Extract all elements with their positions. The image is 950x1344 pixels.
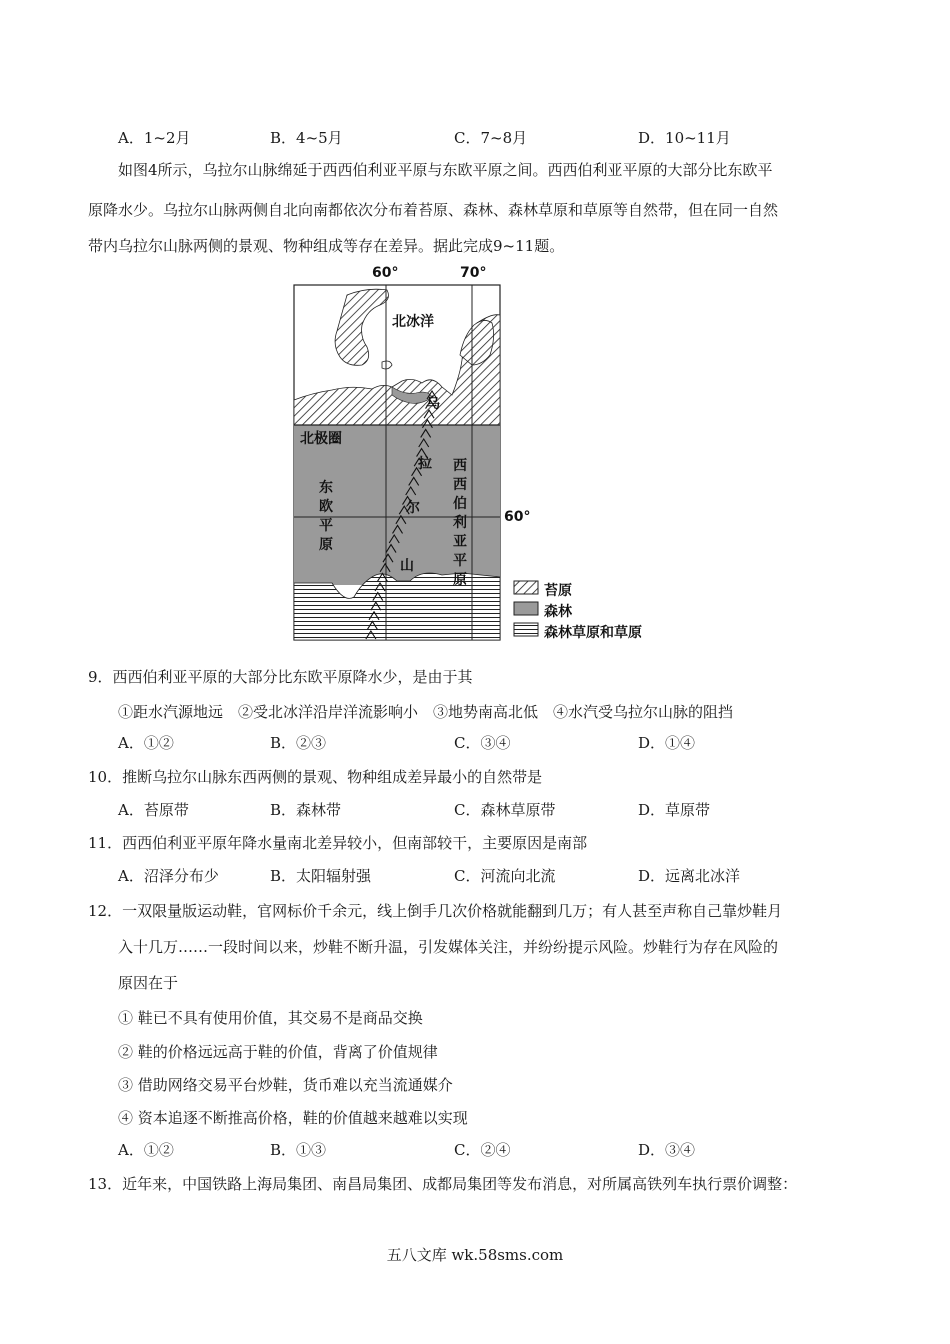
legend-forest-swatch	[514, 602, 538, 615]
east-europe-label: 东欧平原	[319, 480, 333, 553]
legend-forest-label: 森林	[544, 604, 572, 620]
arctic-ocean-label: 北冰洋	[392, 314, 434, 330]
ural-map-figure	[292, 265, 712, 645]
page-footer: 五八文库 wk.58sms.com	[386, 1246, 564, 1264]
lon-label-60: 60°	[372, 265, 399, 281]
q12-option-c: C．②④	[454, 1141, 511, 1159]
lat-label-60: 60°	[504, 509, 531, 525]
q13-line-1: 13．近年来，中国铁路上海局集团、南昌局集团、成都局集团等发布消息，对所属高铁列车执行票价调整：	[88, 1175, 798, 1193]
q11-option-b: B．太阳辐射强	[270, 867, 372, 885]
q9-option-a: A．①②	[118, 734, 174, 752]
q8-option-b: B．4~5月	[270, 129, 343, 147]
q12-line-1: 12．一双限量版运动鞋，官网标价千余元，线上倒手几次价格就能翻到几万；有人甚至声称自己靠炒鞋月	[88, 902, 783, 920]
q12-line-3: 原因在于	[118, 974, 179, 992]
ural-char-2: 拉	[418, 456, 432, 472]
intro-line-3: 带内乌拉尔山脉两侧的景观、物种组成等存在差异。据此完成9~11题。	[88, 237, 565, 255]
q12-item-4: ④ 资本追逐不断推高价格，鞋的价值越来越难以实现	[118, 1109, 468, 1127]
q9-option-b: B．②③	[270, 734, 327, 752]
q9-option-d: D．①④	[638, 734, 696, 752]
arctic-circle-label: 北极圈	[300, 431, 342, 447]
ural-char-1: 乌	[426, 396, 440, 412]
q9-stem: 9．西西伯利亚平原的大部分比东欧平原降水少，是由于其	[88, 668, 473, 686]
q12-item-3: ③ 借助网络交易平台炒鞋，货币难以充当流通媒介	[118, 1076, 453, 1094]
steppe-zone	[294, 573, 500, 640]
q11-option-c: C．河流向北流	[454, 867, 556, 885]
legend-tundra-swatch	[514, 581, 538, 594]
legend-steppe-label: 森林草原和草原	[544, 625, 642, 641]
q12-option-a: A．①②	[118, 1141, 174, 1159]
q12-option-d: D．③④	[638, 1141, 696, 1159]
q9-items: ①距水汽源地远 ②受北冰洋沿岸洋流影响小 ③地势南高北低 ④水汽受乌拉尔山脉的阻挡	[118, 703, 734, 721]
q12-line-2: 入十几万……一段时间以来，炒鞋不断升温，引发媒体关注，并纷纷提示风险。炒鞋行为存在风险的	[118, 938, 779, 956]
lon-label-70: 70°	[460, 265, 487, 281]
q8-option-a: A．1~2月	[118, 129, 191, 147]
legend-steppe-swatch	[514, 623, 538, 636]
ural-map-svg	[292, 265, 712, 645]
q10-stem: 10．推断乌拉尔山脉东西两侧的景观、物种组成差异最小的自然带是	[88, 768, 543, 786]
ural-char-3: 尔	[406, 500, 420, 516]
q10-option-b: B．森林带	[270, 801, 342, 819]
q11-stem: 11．西西伯利亚平原年降水量南北差异较小，但南部较干，主要原因是南部	[88, 834, 588, 852]
q10-option-a: A．苔原带	[118, 801, 189, 819]
legend-tundra-label: 苔原	[544, 583, 572, 599]
q12-item-2: ② 鞋的价格远远高于鞋的价值，背离了价值规律	[118, 1043, 438, 1061]
q8-option-c: C．7~8月	[454, 129, 528, 147]
q11-option-d: D．远离北冰洋	[638, 867, 741, 885]
q9-option-c: C．③④	[454, 734, 511, 752]
west-siberia-label: 西西伯利亚平原	[453, 458, 467, 588]
q10-option-c: C．森林草原带	[454, 801, 556, 819]
q10-option-d: D．草原带	[638, 801, 711, 819]
ural-char-4: 山	[400, 558, 414, 574]
intro-line-2: 原降水少。乌拉尔山脉两侧自北向南都依次分布着苔原、森林、森林草原和草原等自然带，但在同一自然	[88, 201, 779, 219]
q8-option-d: D．10~11月	[638, 129, 731, 147]
intro-line-1: 如图4所示，乌拉尔山脉绵延于西西伯利亚平原与东欧平原之间。西西伯利亚平原的大部分比东欧平	[118, 161, 773, 179]
q12-item-1: ① 鞋已不具有使用价值，其交易不是商品交换	[118, 1009, 423, 1027]
q11-option-a: A．沼泽分布少	[118, 867, 219, 885]
q12-option-b: B．①③	[270, 1141, 327, 1159]
